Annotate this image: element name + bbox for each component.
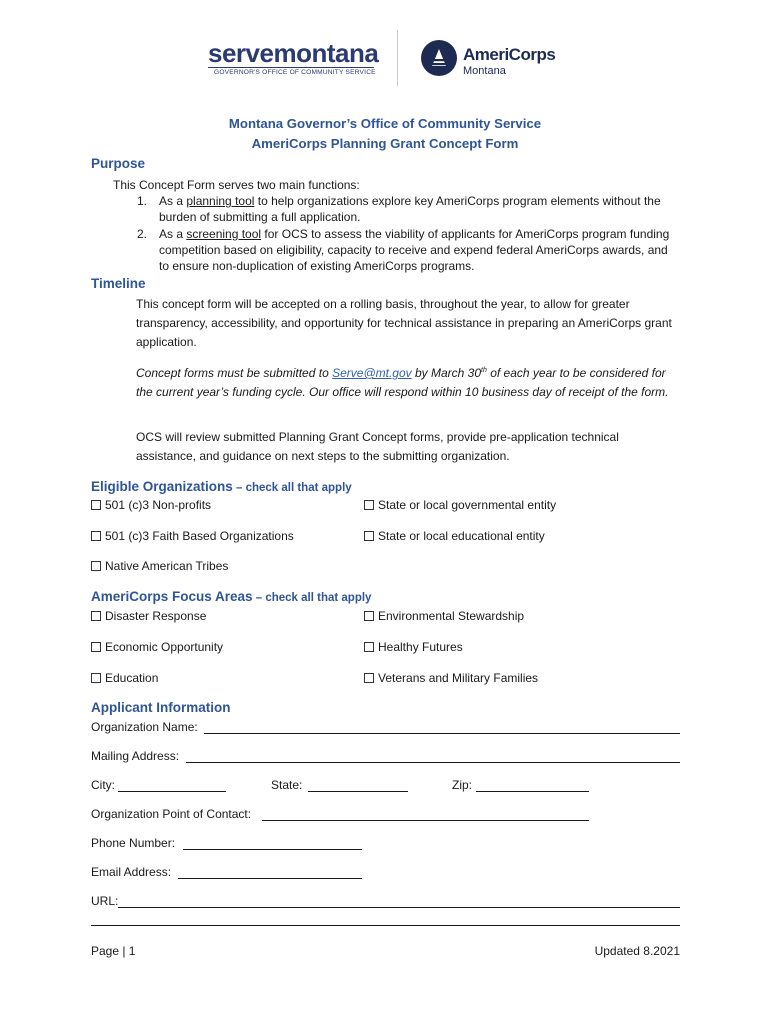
checkbox-icon[interactable] (364, 531, 374, 541)
state-field[interactable] (308, 791, 408, 792)
timeline-paragraph-2: Concept forms must be submitted to Serve@mt.gov by March 30th of each year to be considered for the current year’s funding cycle. Our office will respond within 10 business day of receipt of the form. (136, 366, 669, 399)
checkbox-healthy-futures[interactable]: Healthy Futures (364, 640, 463, 654)
checkbox-economic-opportunity[interactable]: Economic Opportunity (91, 640, 223, 654)
purpose-intro: This Concept Form serves two main functions: (113, 178, 360, 192)
zip-field[interactable] (476, 791, 589, 792)
serve-montana-wordmark: servemontana (208, 38, 379, 68)
americorps-emblem-icon (421, 40, 457, 76)
checkbox-icon[interactable] (91, 611, 101, 621)
purpose-item-1-cont: burden of submitting a full application. (159, 210, 361, 224)
eligible-organizations-heading: Eligible Organizations – check all that apply (91, 479, 352, 494)
page-number: Page | 1 (91, 944, 136, 958)
checkbox-icon[interactable] (91, 561, 101, 571)
planning-tool-term: planning tool (186, 194, 255, 208)
checkbox-education[interactable]: Education (91, 671, 158, 685)
purpose-item-2-number: 2. (137, 227, 148, 241)
mailing-address-field[interactable] (186, 762, 680, 763)
city-label: City: (91, 778, 115, 792)
checkbox-educational-entity[interactable]: State or local educational entity (364, 529, 545, 543)
url-field[interactable] (118, 907, 680, 908)
applicant-information-heading: Applicant Information (91, 700, 231, 715)
americorps-state: Montana (463, 65, 506, 77)
purpose-item-2-cont: competition based on eligibility, capacity to receive and expend federal AmeriCorps awards, and (159, 243, 668, 257)
screening-tool-term: screening tool (186, 227, 262, 241)
purpose-item-1-number: 1. (137, 194, 148, 208)
document-title: Montana Governor’s Office of Community Service (228, 116, 542, 131)
footer-divider (91, 925, 680, 926)
organization-name-label: Organization Name: (91, 720, 198, 734)
serve-montana-tagline: GOVERNOR'S OFFICE OF COMMUNITY SERVICE (208, 67, 374, 76)
checkbox-icon[interactable] (364, 673, 374, 683)
checkbox-veterans-military-families[interactable]: Veterans and Military Families (364, 671, 538, 685)
purpose-item-1: As a planning tool to help organizations explore key AmeriCorps program elements without the (159, 194, 661, 208)
checkbox-icon[interactable] (364, 500, 374, 510)
mailing-address-label: Mailing Address: (91, 749, 180, 763)
city-field[interactable] (118, 791, 226, 792)
checkbox-icon[interactable] (91, 500, 101, 510)
logo-divider (397, 30, 398, 86)
checkbox-disaster-response[interactable]: Disaster Response (91, 609, 206, 623)
checkbox-icon[interactable] (91, 673, 101, 683)
checkbox-icon[interactable] (91, 642, 101, 652)
serve-montana-logo (208, 40, 380, 76)
timeline-paragraph-3: OCS will review submitted Planning Grant Concept forms, provide pre-application technical assistance, and guidance on next steps to the submitting organization. (136, 430, 619, 463)
phone-number-label: Phone Number: (91, 836, 176, 850)
checkbox-faith-based[interactable]: 501 (c)3 Faith Based Organizations (91, 529, 294, 543)
email-address-field[interactable] (178, 878, 362, 879)
url-label: URL: (91, 894, 119, 908)
checkbox-government-entity[interactable]: State or local governmental entity (364, 498, 556, 512)
checkbox-icon[interactable] (364, 642, 374, 652)
timeline-heading: Timeline (91, 276, 146, 291)
focus-areas-heading: AmeriCorps Focus Areas – check all that apply (91, 589, 372, 604)
phone-number-field[interactable] (183, 849, 362, 850)
updated-date: Updated 8.2021 (594, 944, 680, 958)
checkbox-nonprofit[interactable]: 501 (c)3 Non-profits (91, 498, 211, 512)
point-of-contact-field[interactable] (262, 820, 589, 821)
zip-label: Zip: (452, 778, 473, 792)
checkbox-environmental-stewardship[interactable]: Environmental Stewardship (364, 609, 524, 623)
timeline-paragraph-1: This concept form will be accepted on a rolling basis, throughout the year, to allow for greater transparency, accessibility, and opportunity for technical assistance in preparing an AmeriCorps grant application. (136, 297, 672, 349)
checkbox-native-american-tribes[interactable]: Native American Tribes (91, 559, 228, 573)
purpose-heading: Purpose (91, 156, 146, 171)
email-address-label: Email Address: (91, 865, 172, 879)
point-of-contact-label: Organization Point of Contact: (91, 807, 252, 821)
americorps-name: AmeriCorps (463, 45, 556, 64)
serve-email-link[interactable]: Serve@mt.gov (332, 366, 412, 380)
purpose-item-2-cont2: to ensure non-duplication of existing AmeriCorps programs. (159, 259, 475, 273)
state-label: State: (271, 778, 303, 792)
americorps-logo (421, 40, 561, 80)
checkbox-icon[interactable] (91, 531, 101, 541)
organization-name-field[interactable] (204, 733, 680, 734)
document-subtitle: AmeriCorps Planning Grant Concept Form (251, 136, 519, 151)
checkbox-icon[interactable] (364, 611, 374, 621)
purpose-item-2: As a screening tool for OCS to assess the viability of applicants for AmeriCorps program funding (159, 227, 670, 241)
